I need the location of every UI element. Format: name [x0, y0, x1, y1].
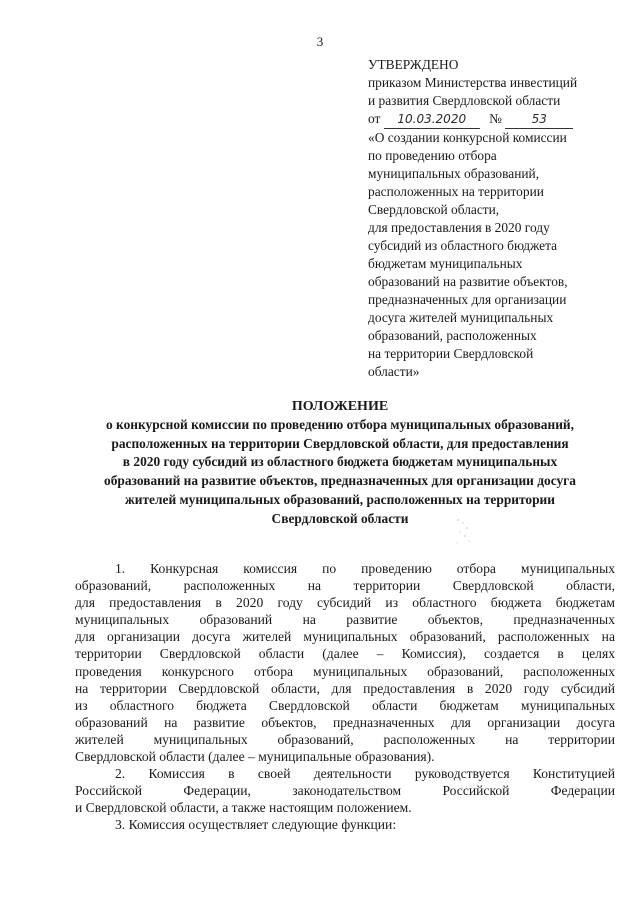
- order-title: [368, 129, 630, 381]
- paragraph-line: образований, расположенных на территории Свердловской области,: [75, 578, 615, 594]
- order-title-line: предназначенных для организации: [368, 292, 567, 307]
- paragraph-line: и Свердловской области, а также настоящим положением.: [75, 800, 412, 816]
- paragraph-line: для предоставления в 2020 году субсидий из областного бюджета бюджетам: [75, 595, 615, 611]
- order-title-line: для предоставления в 2020 году: [368, 220, 550, 235]
- order-title-line: субсидий из областного бюджета: [368, 238, 558, 253]
- paragraph-line: Свердловской области (далее – муниципальные образования).: [75, 749, 435, 765]
- order-title-line: бюджетам муниципальных: [368, 256, 523, 271]
- approval-stamp-block: [368, 56, 630, 381]
- document-heading: [40, 398, 640, 528]
- order-title-line: досуга жителей муниципальных: [368, 310, 554, 325]
- approval-date-line: [368, 110, 630, 129]
- faint-stamp-mark: [454, 516, 472, 546]
- subtitle-line: о конкурсной комиссии по проведению отбора муниципальных образований,: [106, 417, 574, 432]
- approval-line: и развития Свердловской области: [368, 93, 561, 108]
- paragraph-1: [75, 560, 615, 765]
- paragraph-3: [75, 816, 615, 833]
- subtitle-line: Свердловской области: [271, 510, 409, 526]
- order-title-line: на территории Свердловской: [368, 346, 534, 361]
- paragraph-line: на территории Свердловской области, для предоставления в 2020 году субсидий: [75, 680, 615, 696]
- order-title-line: образований, расположенных: [368, 328, 537, 343]
- approval-line: приказом Министерства инвестиций: [368, 75, 578, 90]
- document-subtitle: [40, 416, 640, 528]
- subtitle-line: образований на развитие объектов, предназначенных для организации досуга: [104, 473, 576, 489]
- paragraph-line: проведения конкурсного отбора муниципальных образований, расположенных: [75, 663, 615, 679]
- approval-heading: УТВЕРЖДЕНО: [368, 57, 459, 72]
- date-prefix: от: [368, 111, 381, 126]
- paragraph-line: Российской Федерации, законодательством Российской Федерации: [75, 783, 615, 799]
- paragraph-line: 1. Конкурсная комиссия по проведению отбора муниципальных: [115, 561, 615, 576]
- subtitle-line: жителей муниципальных образований, расположенных на территории: [125, 491, 555, 507]
- handwritten-date: 10.03.2020: [384, 110, 480, 129]
- document-body: [75, 560, 615, 834]
- paragraph-line: жителей муниципальных образований, расположенных на территории: [75, 731, 615, 747]
- paragraph-line: из областного бюджета Свердловской области бюджетам муниципальных: [75, 697, 615, 713]
- page-number: 3: [316, 34, 324, 49]
- order-title-line: расположенных на территории: [368, 184, 544, 199]
- subtitle-line: расположенных на территории Свердловской области, для предоставления: [111, 435, 569, 451]
- subtitle-line: в 2020 году субсидий из областного бюджета бюджетам муниципальных: [122, 454, 558, 470]
- handwritten-number: 53: [505, 110, 573, 129]
- order-title-line: «О создании конкурсной комиссии: [368, 130, 567, 145]
- order-title-line: образований на развитие объектов,: [368, 274, 568, 289]
- paragraph-line: образований на развитие объектов, предназначенных для организации досуга: [75, 714, 615, 730]
- document-title: ПОЛОЖЕНИЕ: [291, 399, 389, 414]
- order-title-line: области»: [368, 364, 420, 379]
- paragraph-line: муниципальных образований на развитие объектов, предназначенных: [75, 612, 615, 628]
- number-prefix: №: [489, 111, 502, 126]
- order-title-line: по проведению отбора: [368, 148, 497, 163]
- paragraph-line: 3. Комиссия осуществляет следующие функции:: [115, 817, 397, 833]
- order-title-line: муниципальных образований,: [368, 166, 540, 181]
- paragraph-line: для организации досуга жителей муниципальных образований, расположенных на: [75, 629, 615, 645]
- order-title-line: Свердловской области,: [368, 202, 500, 217]
- paragraph-2: [75, 765, 615, 816]
- paragraph-line: территории Свердловской области (далее – Комиссия), создается в целях: [75, 646, 615, 662]
- paragraph-line: 2. Комиссия в своей деятельности руководствуется Конституцией: [115, 766, 615, 782]
